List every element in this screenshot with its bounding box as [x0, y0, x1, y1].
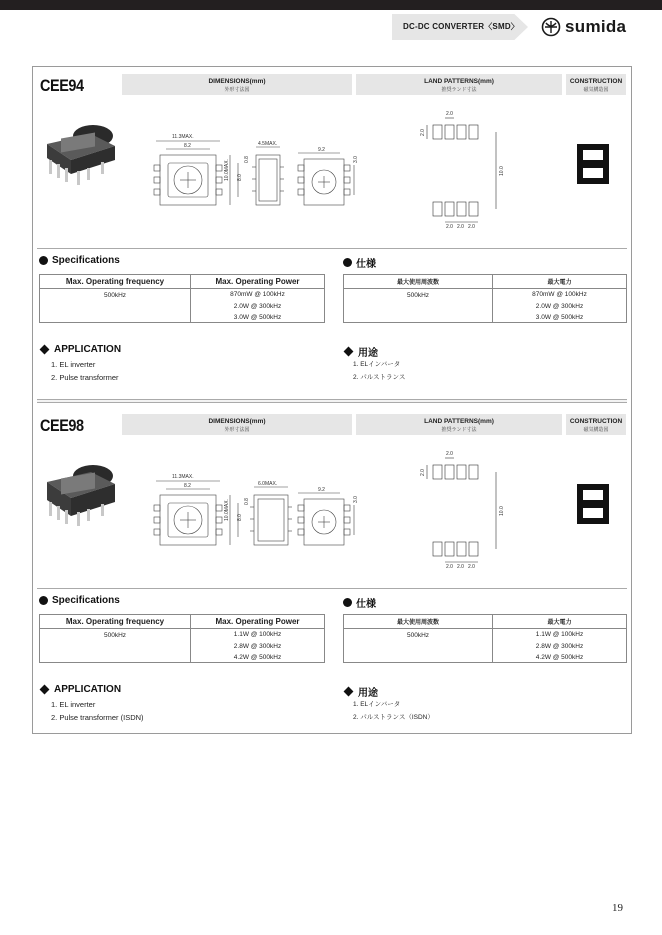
construction-icon: [577, 144, 609, 184]
dim-width-max: 11.3MAX.: [172, 134, 194, 140]
diamond-bullet-icon: [344, 347, 354, 357]
spec-title-jp: [343, 255, 376, 270]
list-item: 2. パルストランス（ISDN）: [353, 714, 434, 721]
land-patterns-label-jp: 推奨ランド寸法: [441, 87, 477, 93]
dimension-drawing: [128, 447, 358, 557]
application-title: [39, 344, 121, 355]
cell-powers: [191, 629, 324, 664]
dim-height-in: 8.0: [237, 514, 243, 521]
construction-label: CONSTRUCTION: [569, 418, 623, 425]
dim-inner: 8.2: [184, 143, 191, 149]
power-row: 1.1W @ 100kHz: [233, 631, 282, 638]
spec-table-en: [39, 274, 325, 323]
dimensions-label: DIMENSIONS(mm): [208, 418, 266, 425]
dimension-drawing: [128, 107, 358, 217]
diamond-bullet-icon: [344, 687, 354, 697]
col-header-frequency-jp: 最大使用周波数: [344, 275, 493, 288]
construction-label: CONSTRUCTION: [569, 78, 623, 85]
list-item: 2. Pulse transformer (ISDN): [51, 713, 144, 722]
application-title-text: APPLICATION: [54, 684, 122, 695]
dim-side-b: 9.2: [318, 147, 325, 153]
list-item: 2. パルストランス: [353, 374, 406, 381]
application-list-jp: [353, 358, 405, 384]
power-row: 4.2W @ 500kHz: [535, 654, 584, 661]
land-top: 2.0: [446, 111, 453, 117]
bullet-dot-icon: [39, 256, 48, 265]
dim-pitch: 3.0: [353, 496, 359, 503]
power-row: 2.8W @ 300kHz: [233, 642, 282, 650]
dim-height-in: 8.0: [237, 174, 243, 181]
dim-side-b: 9.2: [318, 487, 325, 493]
col-header-frequency: Max. Operating frequency: [40, 615, 191, 628]
col-header-power-jp: 最大電力: [547, 620, 572, 626]
page-header: [0, 10, 662, 42]
dim-depth-max: 4.5MAX.: [258, 141, 278, 147]
dimensions-label-jp: 外形寸法図: [224, 87, 250, 93]
application-title: [39, 684, 121, 695]
land-patterns-header: [356, 74, 562, 95]
product-photo: [41, 462, 123, 528]
dim-inner: 8.2: [184, 483, 191, 489]
model-title: CEE94: [40, 76, 84, 95]
brand-name: sumida: [565, 17, 627, 36]
page-number: 19: [612, 902, 623, 914]
land-pattern-drawing: [411, 104, 521, 229]
construction-label-jp: 磁気構造図: [583, 427, 609, 433]
construction-label-jp: 磁気構造図: [583, 87, 609, 93]
list-item: 1. ELインバータ: [353, 361, 401, 368]
spec-title-jp: [343, 595, 376, 610]
dim-height-max: 10.0MAX.: [224, 499, 230, 521]
spec-title: [39, 255, 120, 266]
land-side: 2.0: [420, 469, 426, 476]
construction-icon: [577, 484, 609, 524]
construction-header: [566, 414, 626, 435]
brand-logo: [541, 17, 626, 37]
spec-table-jp: [343, 274, 627, 323]
cell-frequency-jp: 500kHz: [344, 289, 493, 322]
sumida-logo-icon: [541, 17, 561, 37]
list-item: 1. EL inverter: [51, 360, 96, 369]
bullet-dot-icon: [343, 258, 352, 267]
land-pattern-drawing: [411, 444, 521, 569]
dimensions-label-jp: 外形寸法図: [224, 427, 250, 433]
power-row: 870mW @ 100kHz: [532, 291, 587, 298]
dim-width-max: 11.3MAX.: [172, 474, 194, 480]
power-row: 3.0W @ 500kHz: [535, 314, 584, 321]
construction-header: [566, 74, 626, 95]
land-patterns-label-jp: 推奨ランド寸法: [441, 427, 477, 433]
power-row: 2.8W @ 300kHz: [535, 642, 584, 650]
land-b2: 2.0: [457, 564, 464, 570]
application-list-jp: [353, 698, 434, 724]
top-bar: [0, 0, 662, 10]
col-header-power: Max. Operating Power: [215, 277, 300, 286]
power-row: 870mW @ 100kHz: [230, 291, 285, 298]
spec-title-jp-text: 仕様: [356, 599, 376, 610]
power-row: 1.1W @ 100kHz: [535, 631, 584, 638]
dimensions-label: DIMENSIONS(mm): [208, 78, 266, 85]
dim-side-a: 0.8: [244, 498, 250, 505]
dim-depth-max: 6.0MAX.: [258, 481, 278, 487]
dim-height-max: 10.0MAX.: [224, 159, 230, 181]
application-title-text: APPLICATION: [54, 344, 122, 355]
product-photo: [41, 122, 123, 188]
application-title-jp: [343, 344, 378, 359]
power-row: 2.0W @ 300kHz: [233, 302, 282, 310]
land-patterns-label: LAND PATTERNS(mm): [424, 78, 494, 85]
land-patterns-header: [356, 414, 562, 435]
land-top: 2.0: [446, 451, 453, 457]
land-patterns-label: LAND PATTERNS(mm): [424, 418, 494, 425]
col-header-frequency-jp: 最大使用周波数: [344, 615, 493, 628]
spec-table-jp: [343, 614, 627, 663]
cell-powers-jp: [493, 629, 626, 664]
cell-powers-jp: [493, 289, 626, 324]
land-b1: 2.0: [446, 564, 453, 570]
dim-pitch: 3.0: [353, 156, 359, 163]
list-item: 2. Pulse transformer: [51, 373, 119, 382]
spec-title-text: Specifications: [52, 595, 120, 606]
cell-frequency: 500kHz: [40, 629, 191, 662]
header-title: DC-DC CONVERTER〈SMD〉: [403, 22, 519, 31]
application-title-jp-text: 用途: [358, 688, 378, 699]
power-row: 2.0W @ 300kHz: [535, 302, 584, 310]
land-b3: 2.0: [468, 564, 475, 570]
application-list: [51, 698, 144, 724]
diamond-bullet-icon: [40, 345, 50, 355]
land-span: 10.0: [499, 506, 505, 516]
bullet-dot-icon: [39, 596, 48, 605]
list-item: 1. ELインバータ: [353, 701, 401, 708]
spec-title-text: Specifications: [52, 255, 120, 266]
application-list: [51, 358, 119, 384]
land-b1: 2.0: [446, 224, 453, 230]
section-separator: [37, 248, 627, 249]
land-span: 10.0: [499, 166, 505, 176]
dim-side-a: 0.8: [244, 156, 250, 163]
cell-powers: [191, 289, 324, 324]
list-item: 1. EL inverter: [51, 700, 96, 709]
application-title-jp: [343, 684, 378, 699]
bullet-dot-icon: [343, 598, 352, 607]
land-b3: 2.0: [468, 224, 475, 230]
land-side: 2.0: [420, 129, 426, 136]
spec-title: [39, 595, 120, 606]
power-row: 4.2W @ 500kHz: [233, 654, 282, 661]
section-divider: [37, 399, 627, 403]
application-title-jp-text: 用途: [358, 348, 378, 359]
col-header-power-jp: 最大電力: [547, 280, 572, 286]
cell-frequency: 500kHz: [40, 289, 191, 322]
dimensions-header: [122, 414, 352, 435]
power-row: 3.0W @ 500kHz: [233, 314, 282, 321]
land-b2: 2.0: [457, 224, 464, 230]
dimensions-header: [122, 74, 352, 95]
col-header-power: Max. Operating Power: [215, 617, 300, 626]
model-title: CEE98: [40, 416, 84, 435]
content-frame: [32, 66, 632, 734]
spec-table-en: [39, 614, 325, 663]
section-separator: [37, 588, 627, 589]
col-header-frequency: Max. Operating frequency: [40, 275, 191, 288]
spec-title-jp-text: 仕様: [356, 259, 376, 270]
cell-frequency-jp: 500kHz: [344, 629, 493, 662]
diamond-bullet-icon: [40, 685, 50, 695]
